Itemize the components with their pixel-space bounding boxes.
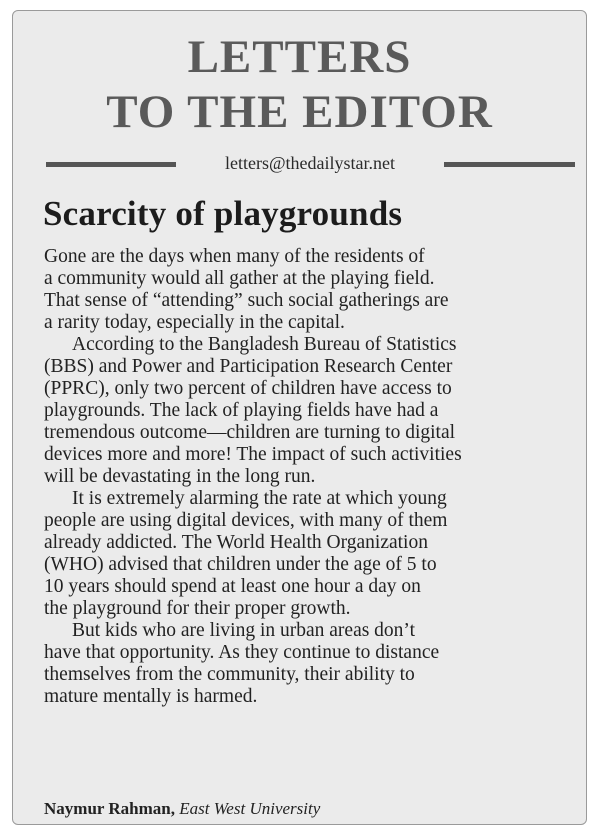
left-rule [46, 162, 176, 167]
paragraph-1 [44, 246, 579, 334]
email-address: letters@thedailystar.net [224, 153, 396, 173]
text-line: But kids who are living in urban areas don’t [72, 620, 415, 641]
letter-headline: Scarcity of playgrounds [43, 194, 403, 233]
right-rule [444, 162, 575, 167]
text-line: Gone are the days when many of the residents of [44, 246, 425, 267]
paragraph-2 [44, 334, 579, 488]
paragraph-3 [44, 488, 579, 620]
text-line: It is extremely alarming the rate at which young [72, 488, 447, 509]
byline [44, 799, 320, 819]
author-affiliation: East West University [179, 799, 321, 818]
text-line: (WHO) advised that children under the age of 5 to [44, 554, 437, 575]
text-line: a rarity today, especially in the capital. [44, 312, 345, 333]
text-line: people are using digital devices, with many of them [44, 510, 448, 531]
text-line: the playground for their proper growth. [44, 598, 351, 619]
text-line: According to the Bangladesh Bureau of Statistics [72, 334, 457, 355]
text-line: tremendous outcome—children are turning to digital [44, 422, 456, 443]
text-line: a community would all gather at the playing field. [44, 268, 435, 289]
text-line: 10 years should spend at least one hour a day on [44, 576, 421, 597]
email-row [13, 151, 586, 181]
text-line: will be devastating in the long run. [44, 466, 316, 487]
text-line: devices more and more! The impact of such activities [44, 444, 462, 465]
text-line: already addicted. The World Health Organization [44, 532, 428, 553]
text-line: playgrounds. The lack of playing fields have had a [44, 400, 439, 421]
text-line: (BBS) and Power and Participation Research Center [44, 356, 453, 377]
text-line: themselves from the community, their ability to [44, 664, 415, 685]
masthead-title-line1: LETTERS [187, 31, 412, 83]
text-line: That sense of “attending” such social gatherings are [44, 290, 449, 311]
paragraph-4 [44, 620, 579, 708]
letters-box [12, 10, 587, 825]
masthead-title-line2: TO THE EDITOR [106, 86, 493, 138]
text-line: (PPRC), only two percent of children have access to [44, 378, 452, 399]
letter-body [44, 246, 579, 708]
text-line: have that opportunity. As they continue to distance [44, 642, 440, 663]
author-name: Naymur Rahman, [44, 799, 175, 818]
text-line: mature mentally is harmed. [44, 686, 258, 707]
